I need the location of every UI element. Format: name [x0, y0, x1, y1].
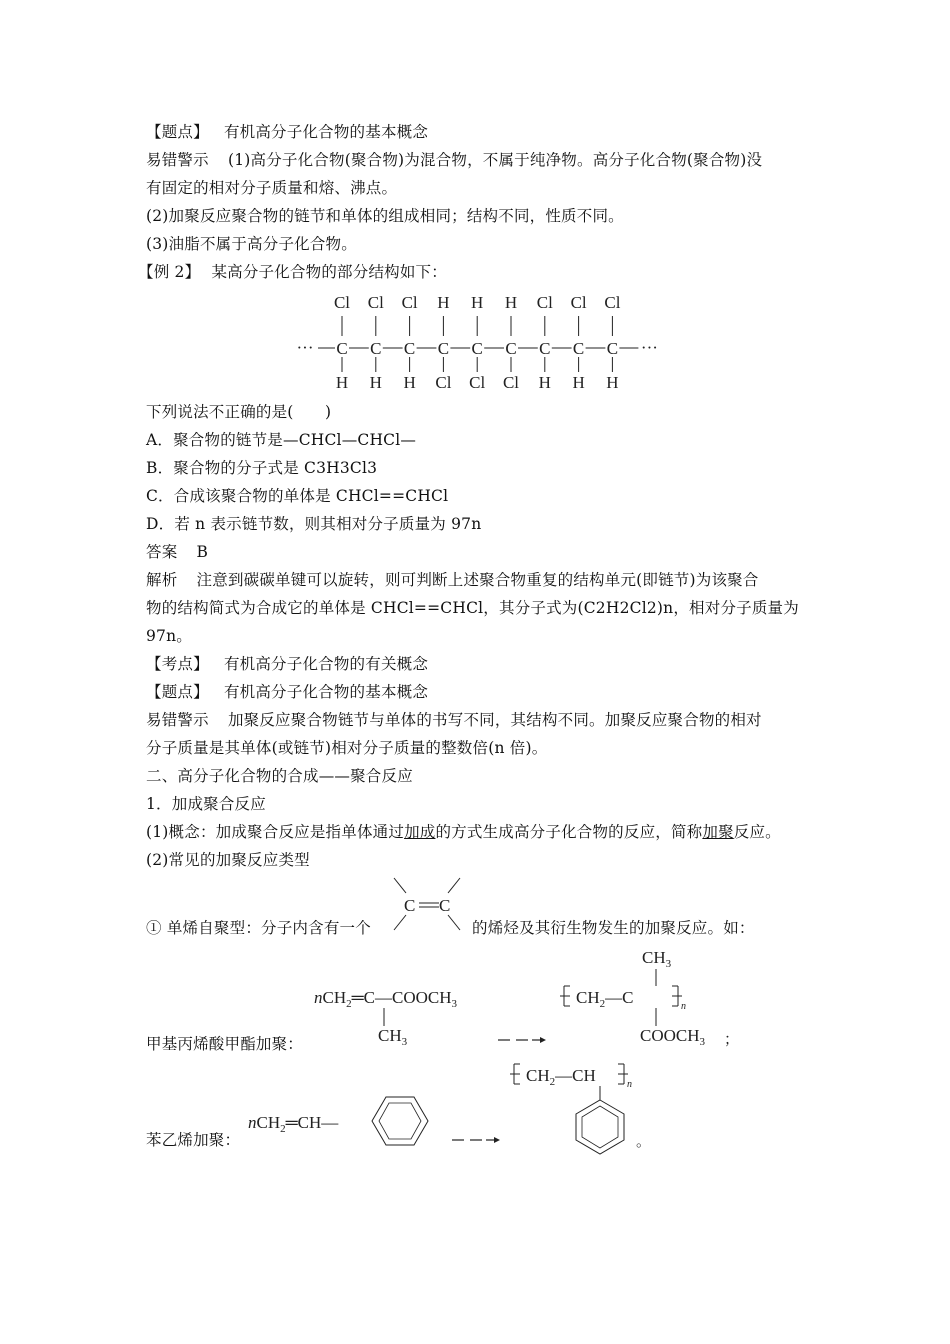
option-text: 合成该聚合物的单体是 CHCl==CHCl	[173, 487, 449, 505]
chain-end-right: ···	[640, 338, 658, 357]
repeat-n: n	[681, 1001, 686, 1012]
section-heading: 二、高分子化合物的合成——聚合反应	[146, 767, 413, 785]
monomer2-formula: nCH$_2$═CH—	[248, 1113, 339, 1135]
option-text: 聚合物的分子式是 C3H3Cl3	[173, 459, 378, 477]
type1-text-pre: ① 单烯自聚型：分子内含有一个	[146, 919, 371, 937]
substituent-top: Cl	[333, 293, 351, 312]
analysis-label: 解析	[146, 571, 178, 589]
concept-underline-polymerization: 加聚	[702, 823, 734, 841]
option-key: D．	[146, 515, 175, 533]
repeat-n: n	[627, 1079, 632, 1090]
substituent-bottom: H	[572, 373, 585, 392]
option-key: B．	[146, 459, 174, 477]
analysis-line-2: 物的结构简式为合成它的单体是 CHCl==CHCl，其分子式为(C2H2Cl2)n，相对分子质量为	[146, 599, 799, 617]
carbon-atom: C	[572, 339, 585, 358]
concept-text: 的方式生成高分子化合物的反应，简称	[435, 823, 703, 841]
option-key: A．	[146, 431, 174, 449]
types-heading: (2)常见的加聚反应类型	[146, 851, 310, 869]
answer-value: B	[196, 543, 209, 561]
concept-text: (1)概念：加成聚合反应是指单体通过	[146, 823, 405, 841]
substituent-top: Cl	[604, 293, 621, 312]
warning-2-line-2: 分子质量是其单体(或链节)相对分子质量的整数倍(n 倍)。	[146, 739, 548, 757]
substituent-top: Cl	[367, 293, 384, 312]
analysis-line-3: 97n。	[146, 627, 193, 645]
warning-1-line-3: (2)加聚反应聚合物的链节和单体的组成相同；结构不同，性质不同。	[146, 207, 624, 225]
option-key: C．	[146, 487, 174, 505]
concept-underline-addition: 加成	[404, 823, 436, 841]
carbon-atom: C	[336, 339, 348, 358]
benzene-ring	[576, 1100, 624, 1154]
substituent-bottom: Cl	[469, 373, 486, 392]
substituent-bottom: H	[606, 373, 619, 392]
monomer1-formula: $nCH_2═C—COOCH_3$	[314, 988, 458, 1010]
warning-1-line-2: 有固定的相对分子质量和熔、沸点。	[146, 179, 398, 197]
tidian-text: 有机高分子化合物的基本概念	[223, 683, 429, 701]
carbon-atom-left: C	[404, 896, 416, 915]
substituent-bottom: Cl	[502, 373, 520, 392]
substituent-top: H	[437, 293, 450, 312]
reaction2-label: 苯乙烯加聚：	[146, 1131, 241, 1149]
product2-chain: $CH_2—CH$	[526, 1066, 596, 1088]
substituent-top: H	[471, 293, 484, 312]
carbon-atom: C	[606, 339, 619, 358]
carbon-atom: C	[437, 339, 450, 358]
carbon-atom: C	[505, 339, 517, 358]
warning-label: 易错警示	[146, 711, 209, 729]
type1-text-post: 的烯烃及其衍生物发生的加聚反应。如：	[472, 919, 755, 937]
substituent-bottom: H	[538, 373, 551, 392]
substituent-bottom: H	[335, 373, 349, 392]
substituent-top: Cl	[536, 293, 553, 312]
example-tag: 【例 2】	[138, 263, 201, 281]
carbon-atom-right: C	[439, 896, 451, 915]
question-text: 下列说法不正确的是( )	[146, 403, 332, 421]
product1-ester: $COOCH_3$	[640, 1026, 706, 1048]
substituent-top: Cl	[401, 293, 418, 312]
warning-text: 加聚反应聚合物链节与单体的书写不同，其结构不同。加聚反应聚合物的相对	[227, 711, 762, 729]
kaodian-tag: 【考点】	[146, 655, 209, 673]
benzene-ring-inner	[379, 1103, 421, 1139]
tidian-tag: 【题点】	[146, 123, 209, 141]
substituent-top: H	[504, 293, 518, 312]
example-text: 某高分子化合物的部分结构如下：	[211, 263, 447, 281]
carbon-atom: C	[539, 339, 551, 358]
substituent-bottom: H	[369, 373, 382, 392]
reaction1-end: ；	[724, 1032, 740, 1048]
carbon-atom: C	[370, 339, 382, 358]
subsection-heading: 1．加成聚合反应	[146, 795, 266, 813]
product1-chain: $CH_2—C$	[576, 988, 634, 1010]
warning-label: 易错警示	[146, 151, 209, 169]
answer-label: 答案	[146, 543, 178, 561]
concept-text: 反应。	[733, 823, 781, 841]
option-text: 若 n 表示链节数，则其相对分子质量为 97n	[174, 515, 482, 533]
carbon-atom: C	[471, 339, 483, 358]
product1-methyl: $CH_3$	[642, 948, 672, 970]
tidian-text: 有机高分子化合物的基本概念	[223, 123, 429, 141]
warning-1-line-4: (3)油脂不属于高分子化合物。	[146, 235, 357, 253]
benzene-ring	[372, 1097, 428, 1145]
option-text: 聚合物的链节是—CHCl—CHCl—	[173, 431, 417, 449]
benzene-ring-inner	[582, 1106, 618, 1148]
reaction1-label: 甲基丙烯酸甲酯加聚：	[146, 1035, 304, 1053]
chain-end-left: ···	[296, 338, 314, 357]
analysis-text: 注意到碳碳单键可以旋转，则可判断上述聚合物重复的结构单元(即链节)为该聚合	[196, 571, 759, 589]
arrow-head	[494, 1137, 500, 1143]
carbon-atom: C	[403, 339, 416, 358]
substituent-bottom: Cl	[435, 373, 452, 392]
substituent-top: Cl	[570, 293, 587, 312]
monomer1-methyl: $CH_3$	[378, 1026, 408, 1048]
warning-text: (1)高分子化合物(聚合物)为混合物，不属于纯净物。高分子化合物(聚合物)没	[227, 151, 763, 169]
reaction2-end: 。	[636, 1134, 652, 1150]
tidian-tag: 【题点】	[146, 683, 209, 701]
kaodian-text: 有机高分子化合物的有关概念	[223, 655, 429, 673]
substituent-bottom: H	[403, 373, 416, 392]
